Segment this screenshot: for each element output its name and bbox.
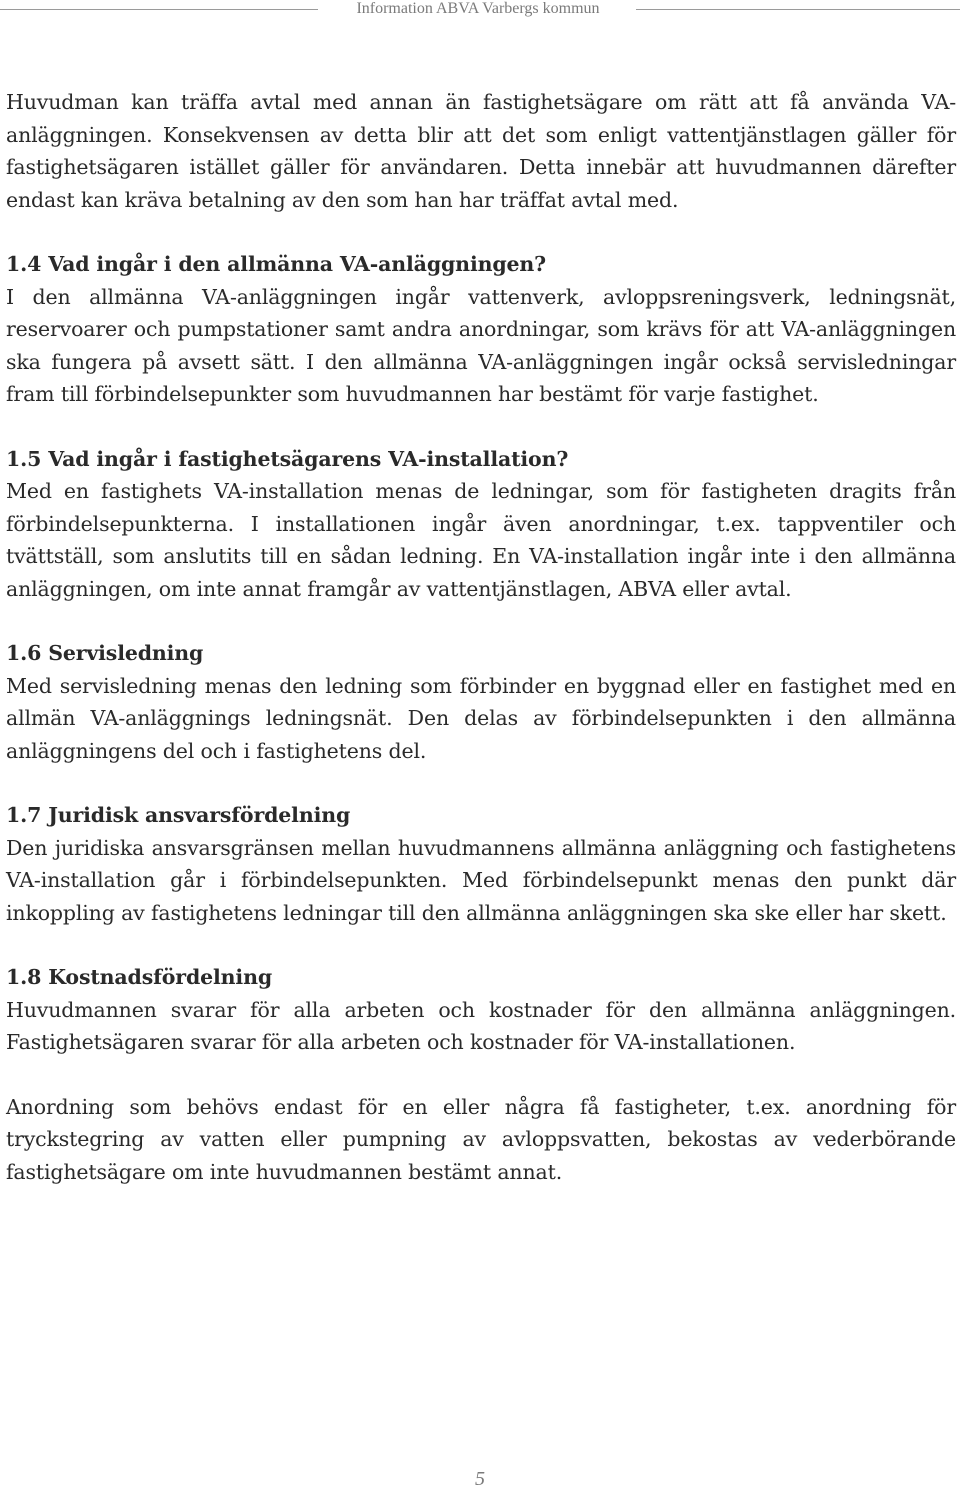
header-rule-left xyxy=(0,9,318,10)
document-body xyxy=(6,86,956,1188)
section-heading: 1.4 Vad ingår i den allmänna VA-anläggningen? xyxy=(6,252,547,276)
section-heading: 1.7 Juridisk ansvarsfördelning xyxy=(6,803,351,827)
section-gap xyxy=(6,929,956,961)
section-heading: 1.5 Vad ingår i fastighetsägarens VA-installation? xyxy=(6,446,569,471)
paragraph-gap xyxy=(6,1059,956,1091)
section-gap xyxy=(6,767,956,799)
section-1-6 xyxy=(6,637,956,767)
section-1-5 xyxy=(6,443,956,606)
header-rule-right xyxy=(636,9,960,10)
section-1-7 xyxy=(6,799,956,929)
section-gap xyxy=(6,411,956,443)
running-header xyxy=(0,0,960,20)
section-gap xyxy=(6,216,956,248)
header-title: Information ABVA Varbergs kommun xyxy=(356,0,600,17)
section-paragraph: I den allmänna VA-anläggningen ingår vattenverk, avloppsreningsverk, ledningsnät, reservoarer och pumpstationer samt andra anordningar, som krävs för att VA-anläggningen ska fungera på avsett sätt. I den allmänna VA-anläggningen ingår också servisledningar fram till förbindelsepunkter som huvudmannen har bestämt för varje fastighet. xyxy=(6,284,956,406)
intro-paragraph: Huvudman kan träffa avtal med annan än fastighetsägare om rätt att få använda VA-anläggningen. Konsekvensen av detta blir att det som enligt vattentjänstlagen gäller för fastighetsägaren istället gäller för användaren. Detta innebär att huvudmannen därefter endast kan kräva betalning av den som han har träffat avtal med. xyxy=(6,90,956,212)
section-paragraph: Den juridiska ansvarsgränsen mellan huvudmannens allmänna anläggning och fastighetens VA-installation går i förbindelsepunkten. Med förbindelsepunkt menas den punkt där inkoppling av fastighetens ledningar till den allmänna anläggningen ska ske eller har skett. xyxy=(6,835,956,925)
section-heading: 1.8 Kostnadsfördelning xyxy=(6,965,273,989)
section-gap xyxy=(6,605,956,637)
section-paragraph: Huvudmannen svarar för alla arbeten och kostnader för den allmänna anläggningen. Fastighetsägaren svarar för alla arbeten och kostnader för VA-installationen. xyxy=(6,997,956,1054)
section-paragraph: Med en fastighets VA-installation menas de ledningar, som för fastigheten dragits från förbindelsepunkterna. I installationen ingår även anordningar, t.ex. tappventiler och tvättställ, som anslutits till en sådan ledning. En VA-installation ingår inte i den allmänna anläggningen, om inte annat framgår av vattentjänstlagen, ABVA eller avtal. xyxy=(6,479,956,601)
section-heading: 1.6 Servisledning xyxy=(6,641,204,665)
page-number: 5 xyxy=(475,1468,485,1490)
section-paragraph: Med servisledning menas den ledning som förbinder en byggnad eller en fastighet med en allmän VA-anläggnings ledningsnät. Den delas av förbindelsepunkten i den allmänna anläggningens del och i fastighetens del. xyxy=(6,673,956,763)
section-paragraph-2: Anordning som behövs endast för en eller några få fastigheter, t.ex. anordning för tryckstegring av vatten eller pumpning av avloppsvatten, bekostas av vederbörande fastighetsägare om inte huvudmannen bestämt annat. xyxy=(6,1094,956,1184)
section-1-4 xyxy=(6,248,956,411)
section-1-8 xyxy=(6,961,956,1188)
